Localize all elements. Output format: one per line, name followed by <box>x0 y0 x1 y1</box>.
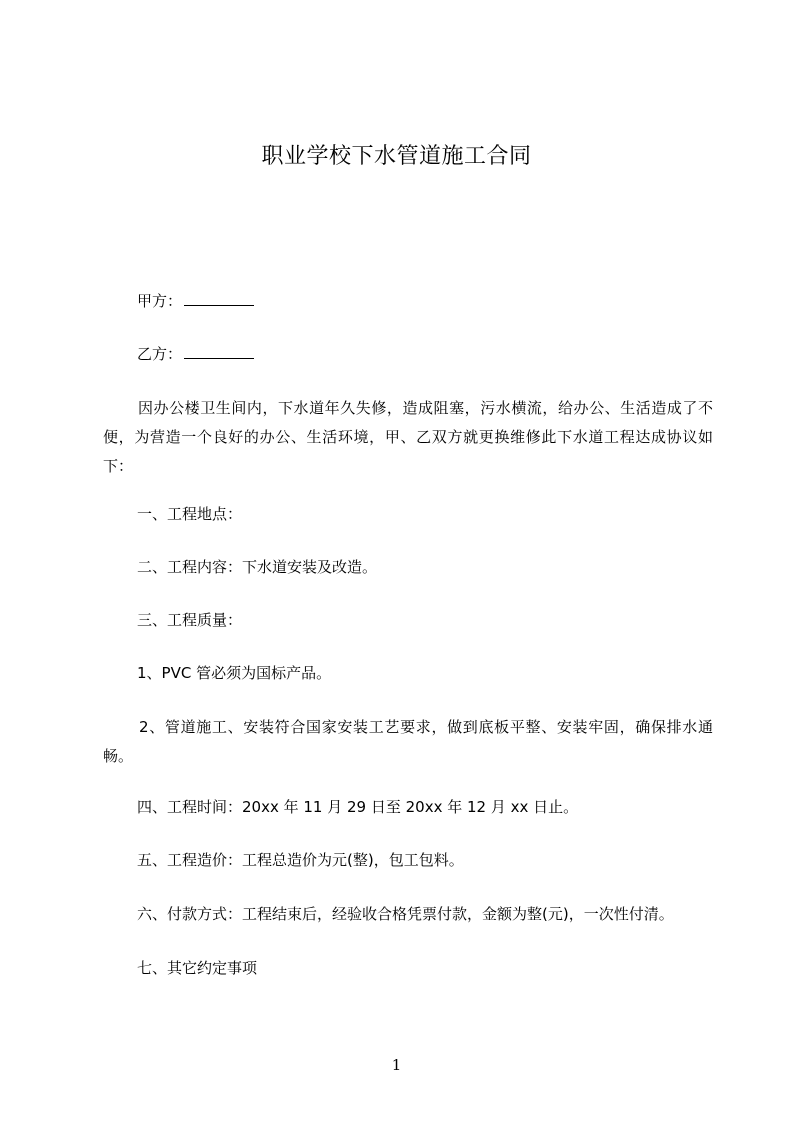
clause-7: 七、其它约定事项 <box>137 959 258 977</box>
party-a-label: 甲方： <box>137 292 183 310</box>
clause-5: 五、工程造价：工程总造价为元(整)，包工包料。 <box>137 851 464 869</box>
clause-3: 三、工程质量： <box>137 611 243 629</box>
clause-6: 六、付款方式：工程结束后，经验收合格凭票付款，金额为整(元)，一次性付清。 <box>137 905 674 923</box>
clause-2: 二、工程内容：下水道安装及改造。 <box>137 558 378 576</box>
document-title: 职业学校下水管道施工合同 <box>261 144 532 169</box>
party-b-blank <box>184 344 254 359</box>
page-number: 1 <box>391 1056 402 1074</box>
clause-3-item-1: 1、PVC 管必须为国标产品。 <box>137 664 332 682</box>
clause-3-item-2: 2、管道施工、安装符合国家安装工艺要求，做到底板平整、安装牢固，确保排水通畅。 <box>103 718 713 765</box>
party-a-line <box>137 287 254 315</box>
intro-paragraph: 因办公楼卫生间内，下水道年久失修，造成阻塞，污水横流，给办公、生活造成了不便，为营造一个良好的办公、生活环境，甲、乙双方就更换维修此下水道工程达成协议如下： <box>103 399 713 475</box>
party-a-blank <box>184 291 254 306</box>
clause-4: 四、工程时间：20xx 年 11 月 29 日至 20xx 年 12 月 xx 日止。 <box>137 798 579 816</box>
party-b-line <box>137 340 254 368</box>
clause-1: 一、工程地点： <box>137 505 243 523</box>
party-b-label: 乙方： <box>137 345 183 363</box>
